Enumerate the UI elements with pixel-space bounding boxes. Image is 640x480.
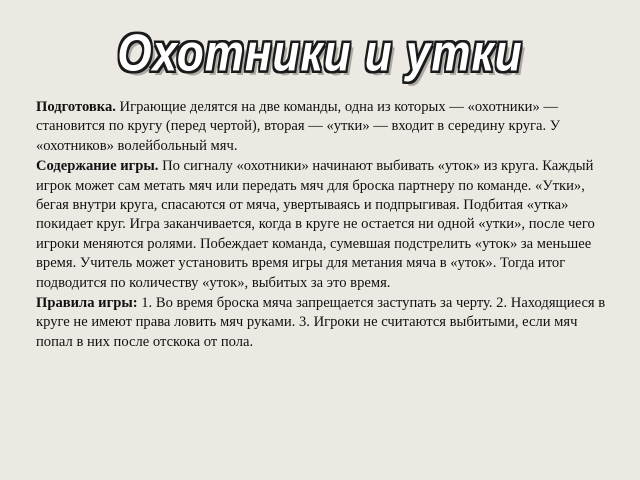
slide-title: Охотники и утки [117,24,523,83]
paragraph-text-gameplay: По сигналу «охотники» начинают выбивать «уток» из круга. Каждый игрок может сам метать мяч или передать мяч для броска партнеру по команде. «Утки», бегая внутри круга, спасаются от мяча, увертываясь и подпрыгивая. Подбитая «утка» покидает круг. Игра заканчивается, когда в круге не остается ни одной «утки», после чего игроки меняются ролями. Побеждает команда, сумевшая подстрелить «уток» за меньшее время. Учитель может установить время игры для метания мяча в «уток». Тогда итог подводится по количеству «уток», выбитых за это время. [36,158,595,291]
paragraph-lead-rules: Правила игры: [36,295,138,312]
paragraph-preparation [36,98,608,156]
paragraph-gameplay [36,157,608,293]
paragraph-rules [36,294,608,352]
paragraph-lead-gameplay: Содержание игры. [36,158,159,175]
paragraph-text-rules: 1. Во время броска мяча запрещается заступать за черту. 2. Находящиеся в круге не имеют права ловить мяч руками. 3. Игроки не считаются выбитыми, если мяч попал в них после отскока от пола. [36,295,606,350]
slide-body [36,98,608,353]
paragraph-text-preparation: Играющие делятся на две команды, одна из которых — «охотники» — становится по кругу (перед чертой), вторая — «утки» — входит в середину круга. У «охотников» волейбольный мяч. [36,99,561,154]
slide-title-container [0,24,640,83]
paragraph-lead-preparation: Подготовка. [36,99,116,115]
